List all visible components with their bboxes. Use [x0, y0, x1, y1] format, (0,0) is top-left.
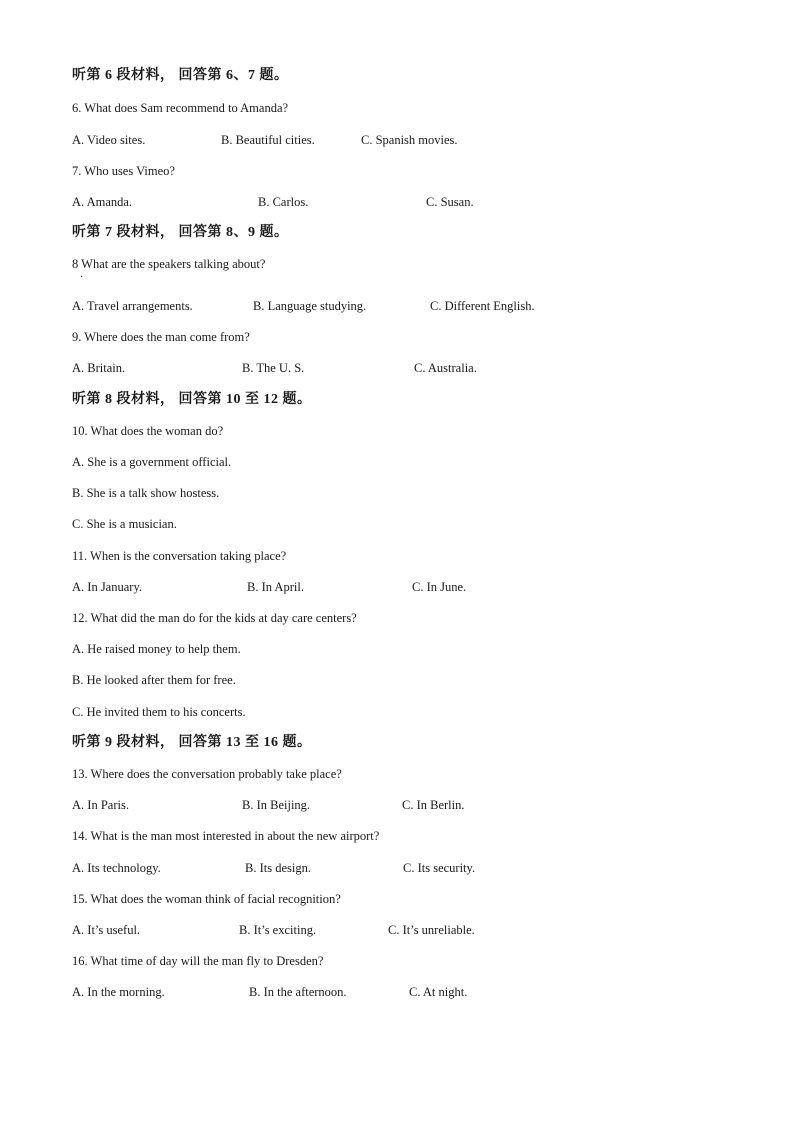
q13-option-a: A. In Paris.	[72, 798, 129, 812]
question-14: 14. What is the man most interested in about the new airport?	[72, 829, 380, 843]
section-heading-6: 听第 6 段材料， 回答第 6、7 题。	[72, 68, 289, 83]
q6-option-b: B. Beautiful cities.	[221, 133, 315, 147]
section-heading-9: 听第 9 段材料， 回答第 13 至 16 题。	[72, 735, 312, 750]
q7-option-c: C. Susan.	[426, 195, 474, 209]
q15-option-b: B. It’s exciting.	[239, 923, 317, 937]
stray-dot-mark: ·	[80, 272, 84, 283]
q8-option-a: A. Travel arrangements.	[72, 299, 193, 313]
q14-option-b: B. Its design.	[245, 861, 311, 875]
q8-option-c: C. Different English.	[430, 299, 535, 313]
q16-option-c: C. At night.	[409, 985, 468, 999]
q11-option-b: B. In April.	[247, 580, 304, 594]
q9-option-c: C. Australia.	[414, 361, 477, 375]
question-13: 13. Where does the conversation probably take place?	[72, 767, 342, 781]
q10-option-c: C. She is a musician.	[72, 517, 177, 531]
question-15: 15. What does the woman think of facial recognition?	[72, 892, 341, 906]
question-9: 9. Where does the man come from?	[72, 330, 250, 344]
question-11: 11. When is the conversation taking place?	[72, 549, 287, 563]
q12-option-c: C. He invited them to his concerts.	[72, 705, 246, 719]
q10-option-b: B. She is a talk show hostess.	[72, 486, 220, 500]
question-7: 7. Who uses Vimeo?	[72, 164, 175, 178]
q16-option-b: B. In the afternoon.	[249, 985, 347, 999]
question-6: 6. What does Sam recommend to Amanda?	[72, 101, 289, 115]
q16-option-a: A. In the morning.	[72, 985, 165, 999]
section-heading-7: 听第 7 段材料， 回答第 8、9 题。	[72, 225, 289, 240]
q9-option-b: B. The U. S.	[242, 361, 305, 375]
q8-option-b: B. Language studying.	[253, 299, 367, 313]
q6-option-c: C. Spanish movies.	[361, 133, 458, 147]
q11-option-a: A. In January.	[72, 580, 143, 594]
section-heading-8: 听第 8 段材料， 回答第 10 至 12 题。	[72, 392, 312, 407]
q15-option-a: A. It’s useful.	[72, 923, 141, 937]
q13-option-c: C. In Berlin.	[402, 798, 465, 812]
q7-option-b: B. Carlos.	[258, 195, 309, 209]
q6-option-a: A. Video sites.	[72, 133, 146, 147]
q15-option-c: C. It’s unreliable.	[388, 923, 475, 937]
q14-option-c: C. Its security.	[403, 861, 476, 875]
q12-option-a: A. He raised money to help them.	[72, 642, 241, 656]
q14-option-a: A. Its technology.	[72, 861, 161, 875]
q13-option-b: B. In Beijing.	[242, 798, 311, 812]
question-12: 12. What did the man do for the kids at day care centers?	[72, 611, 357, 625]
question-8: 8 What are the speakers talking about?	[72, 257, 266, 271]
q9-option-a: A. Britain.	[72, 361, 126, 375]
q11-option-c: C. In June.	[412, 580, 467, 594]
question-16: 16. What time of day will the man fly to Dresden?	[72, 954, 324, 968]
q10-option-a: A. She is a government official.	[72, 455, 232, 469]
q7-option-a: A. Amanda.	[72, 195, 133, 209]
q12-option-b: B. He looked after them for free.	[72, 673, 236, 687]
question-10: 10. What does the woman do?	[72, 424, 224, 438]
